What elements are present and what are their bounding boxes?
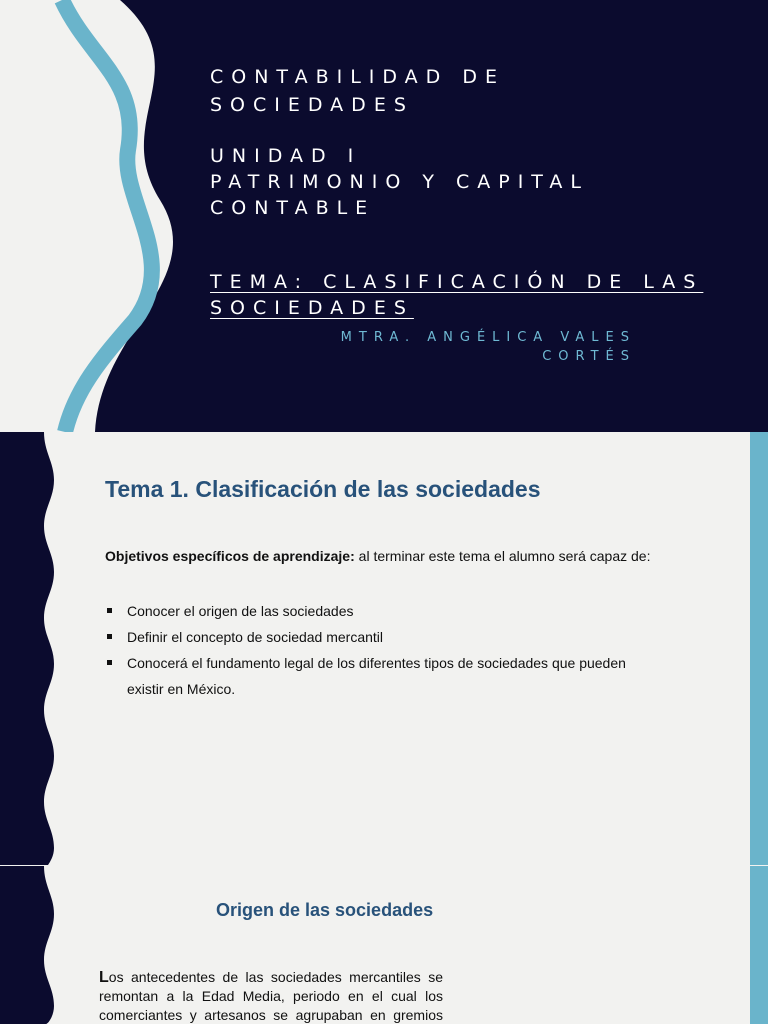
unit-line1: UNIDAD I — [210, 145, 362, 167]
list-item — [105, 598, 665, 624]
course-title-line2: SOCIEDADES — [210, 94, 414, 116]
objectives-list — [105, 598, 665, 702]
right-accent-bar — [750, 432, 768, 865]
objectives-label: Objetivos específicos de aprendizaje: — [105, 548, 355, 564]
slide-title: Tema 1. Clasificación de las sociedades — [105, 476, 541, 502]
title-slide — [0, 0, 768, 432]
topic-line2: SOCIEDADES — [210, 297, 414, 319]
objectives-intro — [105, 548, 650, 564]
unit-line3: CONTABLE — [210, 197, 376, 219]
slide-title: Origen de las sociedades — [216, 900, 434, 920]
list-item-text: Conocer el origen de las sociedades — [127, 603, 354, 619]
right-accent-bar — [750, 866, 768, 1024]
origin-paragraph — [99, 968, 443, 1024]
left-wave-decoration — [0, 866, 60, 1024]
paragraph-line-text: os antecedentes de las sociedades mercantiles se — [108, 969, 443, 985]
objectives-text: al terminar este tema el alumno será capaz de: — [354, 548, 651, 564]
origin-slide — [0, 866, 768, 1024]
square-bullet-icon — [107, 608, 112, 613]
list-item — [105, 650, 665, 702]
author-line2: CORTÉS — [542, 349, 636, 364]
list-item — [105, 624, 665, 650]
objectives-slide — [0, 432, 768, 865]
list-item-text: Definir el concepto de sociedad mercantil — [127, 629, 384, 645]
course-title-line1: CONTABILIDAD DE — [210, 66, 505, 88]
square-bullet-icon — [107, 660, 112, 665]
left-wave-decoration — [0, 432, 60, 865]
paragraph-line: remontan a la Edad Media, periodo en el cual los — [99, 988, 443, 1004]
list-item-text: Conocerá el fundamento legal de los diferentes tipos de sociedades que pueden existir en México. — [127, 655, 626, 697]
paragraph-line — [99, 968, 443, 987]
drop-initial: L — [99, 969, 109, 986]
square-bullet-icon — [107, 634, 112, 639]
unit-line2: PATRIMONIO Y CAPITAL — [210, 171, 590, 193]
topic-line1: TEMA: CLASIFICACIÓN DE LAS — [210, 271, 704, 293]
author-line1: MTRA. ANGÉLICA VALES — [340, 330, 636, 345]
paragraph-line: comerciantes y artesanos se agrupaban en gremios — [99, 1007, 443, 1023]
